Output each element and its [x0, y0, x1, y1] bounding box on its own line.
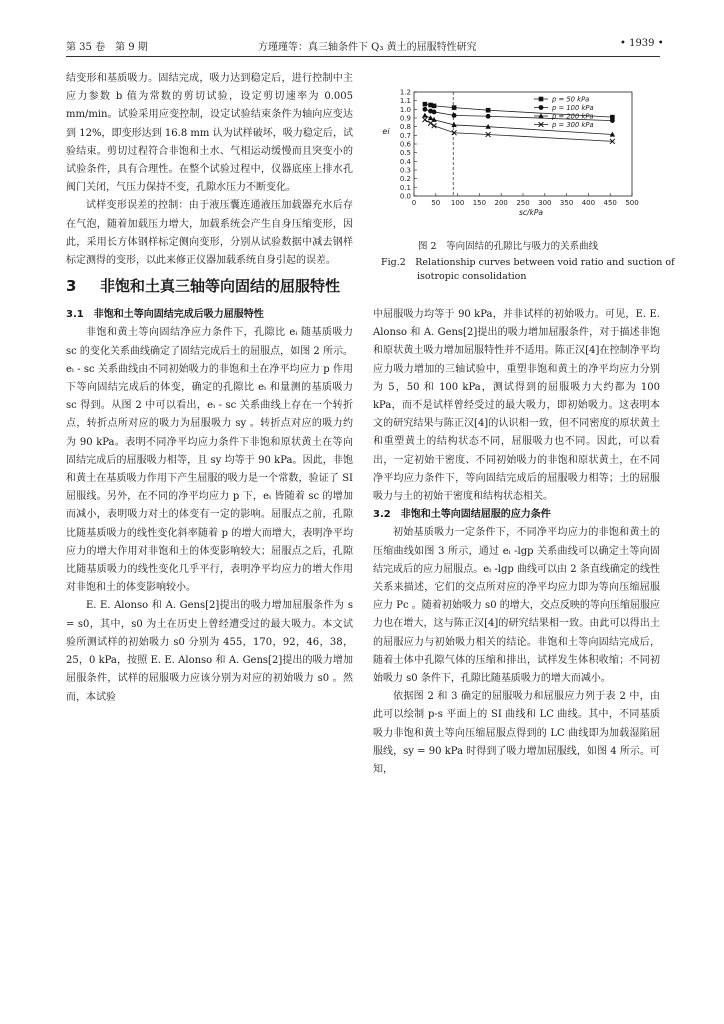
- figure-caption-cn: 图 2 等向固结的孔隙比与吸力的关系曲线: [418, 241, 599, 252]
- running-title: 方瑾瑾等：真三轴条件下 Q₃ 黄土的屈服特性研究: [258, 42, 477, 53]
- y-tick-label: 0.9: [399, 114, 411, 123]
- right-column: [373, 306, 660, 779]
- page-number: • 1939 •: [620, 38, 664, 49]
- y-tick-label: 0.0: [399, 192, 411, 201]
- x-tick-label: 500: [625, 199, 639, 207]
- data-point: [422, 113, 427, 118]
- data-point: [486, 114, 491, 119]
- x-tick-label: 0: [411, 199, 417, 207]
- section-title: 非饱和土真三轴等向固结的屈服特性: [100, 277, 341, 296]
- subsection-number: 3.1: [66, 309, 84, 321]
- data-point: [452, 113, 457, 118]
- data-point: [539, 105, 544, 110]
- y-tick-label: 0.3: [399, 166, 411, 175]
- paragraph-test-procedure: 结变形和基质吸力。固结完成，吸力达到稳定后，进行控制中主应力参数 b 值为常数的剪切试验，设定剪切速率为 0.005 mm/min。试验采用应变控制，设定试验结束条件为轴向应变达到 12%，即变形达到 16.8 mm 认为试样破坏，吸力稳定后，试验结束。剪切过程符合非饱和土水、气相运动缓慢而且突变小的试验条件，具有合理性。在整个试验过程中，仪器底座上排水孔阀门关闭，气压力保持不变，孔隙水压力不断变化。: [66, 73, 353, 194]
- data-point: [432, 123, 437, 128]
- data-point: [486, 108, 491, 113]
- y-tick-label: 0.4: [399, 157, 411, 166]
- data-point: [452, 105, 457, 110]
- data-point: [423, 102, 428, 107]
- paragraph-stress-condition: 初始基质吸力一定条件下，不同净平均应力的非饱和黄土的压缩曲线如图 3 所示，通过 eᵢ -lgp 关系曲线可以确定土等向固结完成后的应力屈服点。eᵢ -lgp 曲线可以由 2 条直线确定的线性关系来描述，它们的交点所对应的净平均应力即为等向压缩屈服应力 Pc 。随着初始吸力 s0 的增大，交点反映的等向压缩屈服应力也在增大，这与陈正汉[4]的研究结果相一致。由此可以得出土的屈服应力与初始吸力相关的结论。非饱和土等向固结完成后，随着土体中孔隙气体的压缩和排出，试样发生体积收缩；不同初始吸力 s0 条件下，孔隙比随基质吸力的增大而减小。: [373, 527, 660, 685]
- y-tick-label: 1.1: [399, 97, 411, 106]
- y-tick-label: 0.7: [399, 131, 411, 140]
- series-4: [423, 117, 615, 143]
- y-axis-label: ei: [382, 127, 390, 136]
- x-tick-label: 200: [494, 199, 508, 207]
- x-tick-label: 450: [603, 199, 617, 207]
- y-tick-label: 0.1: [399, 183, 411, 192]
- paragraph-alonso-gens: E. E. Alonso 和 A. Gens[2]提出的吸力增加屈服条件为 s = s0，其中，s0 为土在历史上曾经遭受过的最大吸力。本文试验所测试样的初始吸力 s0 分别为 455，170，92，46，38，25，0 kPa，按照 E. E. Alonso 和 A. Gens[2]提出的吸力增加屈服条件，试样的屈服吸力应该分别为对应的初始吸力 s0 。然而，本试验: [66, 600, 353, 703]
- data-point: [539, 97, 544, 102]
- x-tick-label: 400: [581, 199, 596, 207]
- section-heading: [66, 276, 353, 297]
- paragraph-deformation-error: 试样变形误差的控制：由于液压囊连通液压加载器充水后存在气泡，随着加载压力增大，加载系统会产生自身压缩变形，因此，采用长方体钢样标定侧向变形，分别从试验数据中减去钢样标定测得的变形，以此来修正仪器加载系统自身引起的误差。: [66, 200, 353, 267]
- y-tick-label: 0.2: [399, 175, 411, 184]
- paragraph-yield-suction-discussion: 中屈服吸力均等于 90 kPa，并非试样的初始吸力。可见，E. E. Alonso 和 A. Gens[2]提出的吸力增加屈服条件，对于描述非饱和原状黄土吸力增加屈服特性并不适用。陈正汉[4]在控制净平均应力吸力增加的三轴试验中，重塑非饱和黄土的净平均应力分别为 5，50 和 100 kPa，测试得到的屈服吸力大约都为 100 kPa，而不是试样曾经受过的最大吸力，即初始吸力。这表明本文的研究结果与陈正汉[4]的认识相一致，但不同密度的原状黄土和重塑黄土的结构状态不同，屈服吸力也不同。因此，可以看出，一定初始干密度、不同初始吸力的非饱和原状黄土，在不同净平均应力条件下，等向固结完成后的屈服吸力相等；土的屈服吸力与土的初始干密度和结构状态相关。: [373, 309, 660, 503]
- y-tick-label: 0.5: [399, 149, 411, 158]
- figure-caption-en-line1: Relationship curves between void ratio and suction of: [415, 257, 675, 268]
- paragraph-suction-yield: 非饱和黄土等向固结净应力条件下，孔隙比 eᵢ 随基质吸力 sc 的变化关系曲线确定了固结完成后土的屈服点，如图 2 所示。eᵢ - sc 关系曲线由不同初始吸力的非饱和土在净平均应力 p 作用下等向固结完成后的体变，确定的孔隙比 eᵢ 和量测的基质吸力 sc 得到。从图 2 中可以看出，eᵢ - sc 关系曲线上存在一个转折点，转折点所对应的吸力为屈服吸力 sy 。转折点对应的吸力约为 90 kPa。表明不同净平均应力条件下非饱和原状黄土在等向固结完成后的屈服吸力相等，且 sy 均等于 90 kPa。因此，非饱和黄土在基质吸力作用下产生屈服的吸力是一个常数，验证了 SI 屈服线。另外，在不同的净平均应力 p 下，eᵢ 皆随着 sc 的增加而减小，表明吸力对土的体变有一定的影响。屈服点之前，孔隙比随基质吸力的线性变化斜率随着 p 的增大而增大，表明净平均应力的增大作用对非饱和土的体变影响较大；屈服点之后，孔隙比随基质吸力的线性变化几乎平行，表明净平均应力的增大作用对非饱和土的体变影响较小。: [66, 327, 353, 594]
- section-number: 3: [66, 277, 77, 296]
- data-point: [423, 107, 428, 112]
- subsection-heading-3-2: [373, 506, 660, 524]
- subsection-title: 非饱和土等向固结屈服的应力条件: [400, 509, 551, 521]
- legend-label: p = 50 kPa: [552, 95, 590, 104]
- y-tick-label: 1.2: [399, 88, 411, 97]
- subsection-heading-3-1: [66, 306, 353, 324]
- y-tick-label: 0.8: [399, 123, 411, 132]
- void-ratio-suction-chart: [378, 84, 642, 232]
- figure-caption-en-line2: isotropic consolidation: [417, 271, 527, 282]
- data-point: [432, 110, 437, 115]
- paragraph-lc-si-curves: 依据图 2 和 3 确定的屈服吸力和屈服应力列于表 2 中，由此可以绘制 p-s 平面上的 SI 曲线和 LC 曲线。其中，不同基质吸力非饱和黄土等向压缩屈服点得到的 LC 曲线即为加载湿陷屈服线，sy = 90 kPa 时得到了吸力增加屈服线，如图 4 所示。可知，: [373, 691, 660, 776]
- x-tick-label: 100: [450, 199, 465, 207]
- x-tick-label: 250: [516, 199, 530, 207]
- legend-label: p = 100 kPa: [552, 104, 594, 112]
- y-tick-label: 1.0: [399, 105, 411, 114]
- x-tick-label: 50: [431, 199, 441, 207]
- data-point: [423, 117, 428, 122]
- subsection-number: 3.2: [373, 509, 391, 521]
- x-tick-label: 300: [538, 199, 552, 207]
- figure-caption-en-label: Fig.2: [381, 257, 406, 268]
- x-tick-label: 150: [472, 199, 487, 207]
- y-tick-label: 0.6: [399, 140, 411, 149]
- data-point: [428, 121, 433, 126]
- legend-label: p = 200 kPa: [552, 112, 594, 121]
- x-axis-label: sc/kPa: [518, 208, 544, 217]
- data-point: [610, 118, 615, 123]
- subsection-title: 非饱和土等向固结完成后吸力屈服特性: [93, 309, 264, 321]
- data-point: [428, 115, 433, 120]
- header-rule: [66, 56, 660, 57]
- legend-label: p = 300 kPa: [552, 121, 594, 129]
- plot-frame: [414, 92, 632, 196]
- data-point: [432, 104, 437, 109]
- left-column: [66, 70, 353, 707]
- x-tick-label: 350: [559, 199, 574, 207]
- journal-volume-issue: 第 35 卷 第 9 期: [66, 42, 148, 53]
- figure-caption-en: [381, 256, 675, 284]
